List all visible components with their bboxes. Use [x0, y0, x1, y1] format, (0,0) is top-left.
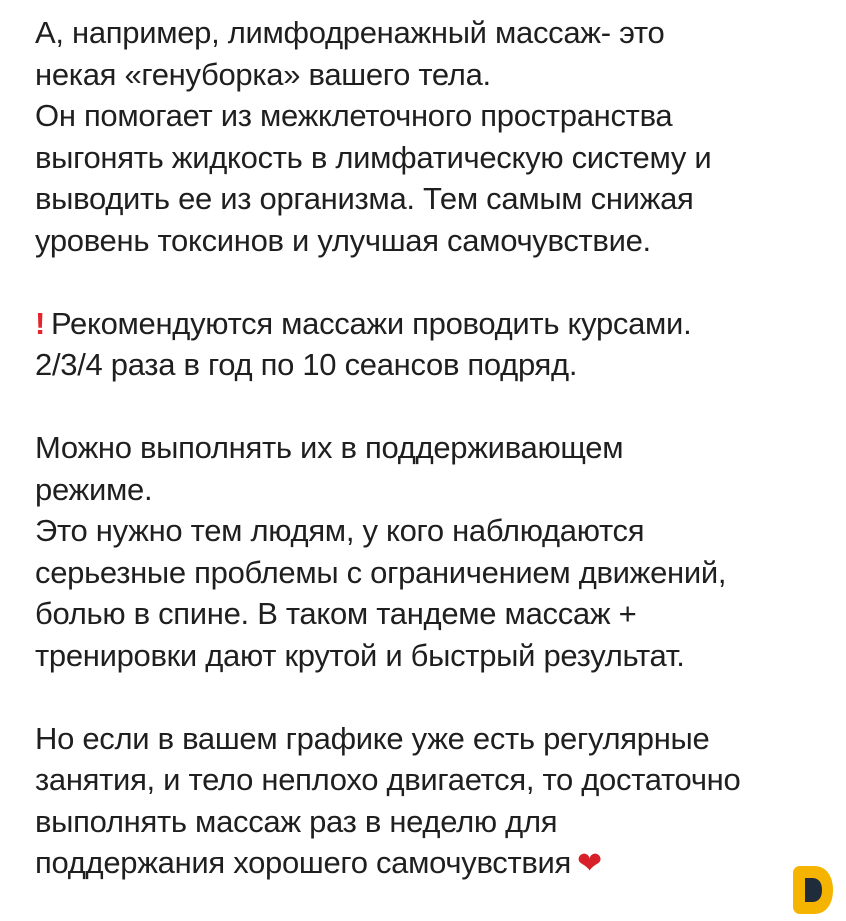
post-line: болью в спине. В таком тандеме массаж + [35, 596, 637, 631]
logo-inner-shape [805, 878, 822, 902]
post-line: выполнять массаж раз в неделю для [35, 803, 558, 839]
post-line: Рекомендуются массажи проводить курсами. [51, 305, 692, 341]
post-line: некая «генуборка» вашего тела. [35, 56, 491, 92]
post-line: Это нужно тем людям, у кого наблюдаются [35, 513, 645, 548]
watermark-logo-svg [792, 864, 834, 916]
post-line: Можно выполнять их в поддерживающем [35, 430, 624, 465]
post-line: режиме. [35, 471, 153, 507]
post-line: 2/3/4 раза в год по 10 сеансов подряд. [35, 347, 578, 382]
watermark-logo-icon [792, 864, 834, 916]
post-line-recommendation [35, 303, 835, 345]
post-line: Но если в вашем графике уже есть регулярные [35, 720, 710, 756]
paragraph-spacer [35, 261, 835, 303]
post-line-last [35, 842, 835, 885]
post-line: А, например, лимфодренажный массаж- это [35, 15, 665, 50]
post-line: выводить ее из организма. Тем самым снижая [35, 181, 694, 216]
post-line: поддержания хорошего самочувствия [35, 845, 572, 880]
post-line: уровень токсинов и улучшая самочувствие. [35, 222, 651, 258]
post-line: Он помогает из межклеточного пространства [35, 98, 673, 133]
paragraph-spacer [35, 386, 835, 428]
heart-icon: ❤ [577, 847, 602, 880]
post-line: серьезные проблемы с ограничением движений, [35, 554, 727, 590]
post-text [35, 12, 835, 885]
exclamation-icon: ! [35, 305, 46, 341]
post-line: занятия, и тело неплохо двигается, то достаточно [35, 762, 741, 797]
post-line: выгонять жидкость в лимфатическую систему и [35, 139, 712, 175]
post-line: тренировки дают крутой и быстрый результат. [35, 637, 685, 673]
paragraph-spacer [35, 676, 835, 718]
